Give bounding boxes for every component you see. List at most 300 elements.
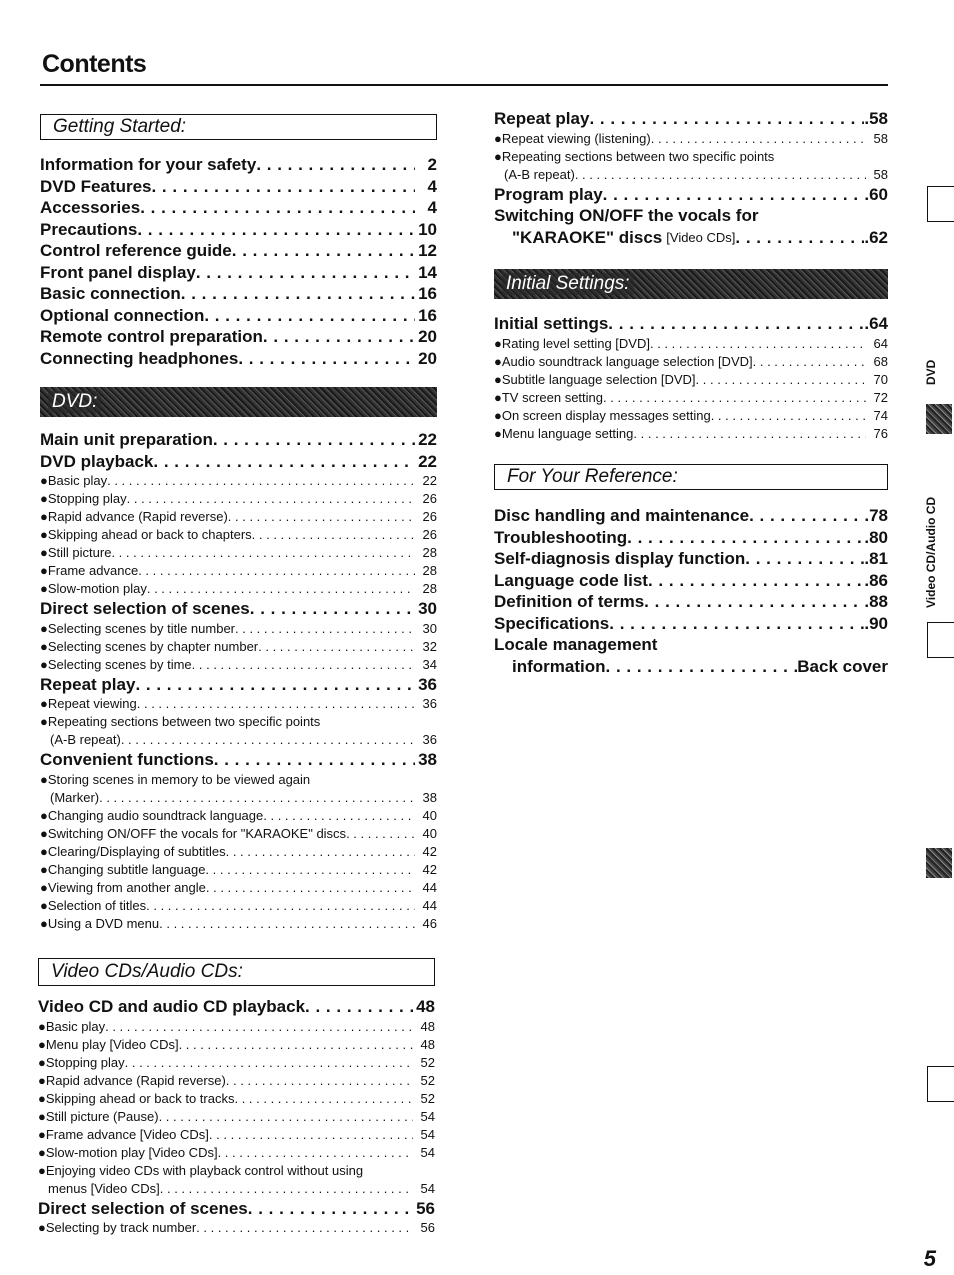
- toc-entry-label: Front panel display: [40, 262, 196, 282]
- reference-list: [494, 505, 888, 677]
- leader-dots: [234, 1090, 413, 1108]
- toc-entry: [40, 451, 437, 473]
- toc-entry-page: 64: [873, 335, 888, 351]
- toc-entry-page: 28: [422, 581, 437, 596]
- toc-entry-page: 40: [422, 807, 437, 823]
- toc-entry-page: 32: [422, 638, 437, 654]
- toc-sub-entry: [40, 789, 437, 807]
- toc-entry-label: (A-B repeat): [50, 732, 121, 747]
- toc-entry-label: ●Subtitle language selection [DVD]: [494, 371, 696, 387]
- toc-entry-label: ●Selecting scenes by chapter number: [40, 638, 259, 654]
- toc-entry-label: (A-B repeat): [504, 166, 575, 182]
- toc-entry: [40, 240, 437, 262]
- toc-sub-entry: [38, 1036, 435, 1054]
- toc-entry-label: ●Frame advance: [40, 563, 139, 578]
- toc-sub-entry: [40, 713, 437, 731]
- toc-entry: [40, 283, 437, 305]
- toc-entry: [494, 205, 888, 227]
- toc-entry-page: 44: [422, 879, 437, 895]
- toc-entry-page: 28: [422, 545, 437, 560]
- leader-dots: [111, 544, 415, 562]
- leader-dots: [204, 305, 415, 327]
- leader-dots: [205, 861, 415, 879]
- leader-dots: [711, 407, 866, 425]
- toc-entry-page: 22: [418, 430, 437, 449]
- toc-sub-entry: [38, 1090, 435, 1108]
- leader-dots: [228, 508, 415, 526]
- toc-entry-label: Troubleshooting: [494, 527, 628, 547]
- toc-entry-page: 48: [420, 1036, 435, 1052]
- page-number: 5: [923, 1246, 936, 1271]
- toc-sub-entry: [38, 1054, 435, 1072]
- toc-entry-page: 58: [873, 166, 888, 182]
- leader-dots: [138, 562, 415, 580]
- toc-sub-entry: [494, 389, 888, 407]
- leader-dots: [263, 326, 415, 348]
- toc-entry-page: 38: [418, 750, 437, 769]
- toc-entry-label: ●Viewing from another angle: [40, 879, 206, 895]
- leader-dots: [121, 731, 415, 749]
- toc-entry-page: 16: [418, 284, 437, 303]
- toc-entry-label: Initial settings: [494, 314, 609, 333]
- toc-sub-entry: [38, 1108, 435, 1126]
- leader-dots: [633, 425, 866, 443]
- leader-dots: [127, 490, 415, 508]
- toc-entry-page: 30: [418, 599, 437, 618]
- toc-sub-entry: [494, 166, 888, 184]
- leader-dots: [238, 348, 415, 370]
- toc-entry: [40, 176, 437, 198]
- toc-entry: [494, 656, 888, 678]
- toc-entry-page: 52: [420, 1090, 435, 1106]
- dvd-heading-text: DVD:: [48, 391, 101, 413]
- toc-entry-label: ●Switching ON/OFF the vocals for "KARAOKE" discs: [40, 825, 347, 841]
- toc-sub-entry: [38, 1018, 435, 1036]
- reference-column: [494, 464, 888, 677]
- leader-dots: [606, 656, 798, 678]
- toc-entry: [494, 505, 888, 527]
- leader-dots: [146, 897, 415, 915]
- leader-dots: [609, 613, 864, 635]
- side-bracket-bottom: [927, 1066, 954, 1102]
- toc-entry-note: [Video CDs]: [666, 229, 736, 245]
- toc-entry-page: 40: [422, 825, 437, 841]
- leader-dots: [648, 570, 864, 592]
- toc-entry-label: ●Enjoying video CDs with playback control without using: [38, 1162, 364, 1178]
- side-patch-video: [926, 848, 952, 878]
- toc-entry-label: Main unit preparation: [40, 430, 213, 449]
- toc-entry-label: Program play: [494, 184, 603, 204]
- toc-entry: [40, 219, 437, 241]
- toc-entry-label: ●Rapid advance (Rapid reverse): [38, 1072, 226, 1088]
- leader-dots: [99, 789, 415, 807]
- initial-settings-column: [494, 269, 888, 443]
- toc-sub-entry: [494, 353, 888, 371]
- toc-entry-label: ●Selection of titles: [40, 897, 147, 913]
- leader-dots: [603, 184, 865, 206]
- toc-entry-label: ●Menu language setting: [494, 425, 634, 441]
- toc-entry-page: 30: [422, 620, 437, 636]
- toc-entry-page: 76: [873, 425, 888, 441]
- toc-entry-label: Repeat play: [494, 109, 590, 128]
- toc-entry-label: ●Repeat viewing (listening): [494, 130, 651, 146]
- toc-entry-page: 48: [416, 997, 435, 1016]
- toc-entry-label: DVD Features: [40, 176, 152, 196]
- toc-entry: [38, 996, 435, 1018]
- leader-dots: [252, 526, 415, 544]
- toc-entry-page: 12: [418, 241, 437, 260]
- toc-sub-entry: [40, 562, 437, 580]
- toc-entry-page: 36: [422, 732, 437, 747]
- toc-entry-page: 22: [418, 451, 437, 471]
- toc-sub-entry: [40, 472, 437, 490]
- leader-dots: [650, 335, 866, 353]
- toc-entry-page: 26: [422, 527, 437, 542]
- toc-entry-page: 56: [420, 1220, 435, 1235]
- toc-sub-entry: [38, 1162, 435, 1180]
- leader-dots: [346, 825, 415, 843]
- toc-entry-label: Specifications: [494, 613, 610, 633]
- toc-sub-entry: [494, 425, 888, 443]
- video-cds-list: [38, 996, 435, 1237]
- leader-dots: [214, 749, 415, 771]
- toc-entry-label: ●Storing scenes in memory to be viewed again: [40, 771, 311, 787]
- leader-dots: [151, 176, 415, 198]
- toc-entry-page: 68: [873, 353, 888, 369]
- toc-entry-page: .80: [864, 527, 888, 547]
- leader-dots: [651, 130, 866, 148]
- toc-entry: [494, 634, 888, 656]
- toc-entry-label: ●Changing audio soundtrack language: [40, 807, 264, 823]
- toc-entry-label: Control reference guide: [40, 241, 232, 260]
- toc-entry: [494, 548, 888, 570]
- toc-entry-label: ●Still picture (Pause): [38, 1108, 159, 1124]
- toc-entry-label: ●Repeating sections between two specific points: [494, 148, 775, 164]
- toc-entry: [40, 598, 437, 620]
- toc-entry-label: Language code list: [494, 570, 648, 590]
- side-tab-dvd: DVD: [924, 359, 938, 385]
- leader-dots: [589, 108, 864, 130]
- toc-entry: [494, 313, 888, 335]
- toc-entry: [40, 197, 437, 219]
- toc-sub-entry: [40, 843, 437, 861]
- toc-entry-label: ●Slow-motion play: [40, 581, 147, 596]
- toc-entry-page: 72: [873, 389, 888, 405]
- leader-dots: [263, 807, 415, 825]
- leader-dots: [196, 262, 415, 284]
- left-column: [40, 114, 437, 369]
- toc-entry-page: 28: [422, 563, 437, 578]
- leader-dots: [140, 197, 415, 219]
- leader-dots: [644, 591, 864, 613]
- leader-dots: [258, 638, 415, 656]
- toc-entry: [40, 674, 437, 696]
- toc-entry-page: 36: [418, 674, 437, 694]
- leader-dots: [181, 283, 415, 305]
- toc-sub-entry: [494, 148, 888, 166]
- toc-entry-page: 4: [427, 198, 437, 217]
- toc-entry-page: 42: [422, 843, 437, 859]
- toc-sub-entry: [38, 1126, 435, 1144]
- toc-entry-label: ●TV screen setting: [494, 389, 604, 405]
- toc-sub-entry: [40, 861, 437, 879]
- toc-entry-label: Information for your safety: [40, 155, 257, 174]
- toc-entry: [494, 570, 888, 592]
- toc-sub-entry: [40, 526, 437, 544]
- toc-sub-entry: [40, 897, 437, 915]
- toc-entry-label: ●Basic play: [40, 473, 108, 488]
- toc-entry-label: ●Frame advance [Video CDs]: [38, 1126, 209, 1142]
- leader-dots: [159, 1108, 413, 1126]
- toc-entry: [40, 326, 437, 348]
- leader-dots: [753, 353, 866, 371]
- leader-dots: [218, 1144, 413, 1162]
- toc-entry-label: ●Rating level setting [DVD]: [494, 335, 650, 351]
- toc-entry-page: 54: [420, 1144, 435, 1160]
- toc-entry-label: Connecting headphones: [40, 348, 239, 368]
- toc-sub-entry: [40, 638, 437, 656]
- side-tab-video-audio: Video CD/Audio CD: [924, 496, 938, 608]
- leader-dots: [125, 1054, 413, 1072]
- leader-dots: [603, 389, 866, 407]
- toc-entry-label: ●Stopping play: [40, 491, 127, 506]
- toc-entry: [494, 108, 888, 130]
- toc-entry-page: 34: [422, 656, 437, 672]
- toc-entry-label: ●Skipping ahead or back to chapters: [40, 527, 252, 542]
- leader-dots: [250, 598, 415, 620]
- toc-entry-label: Remote control preparation: [40, 327, 263, 346]
- section-initial-settings-heading: [494, 269, 888, 299]
- section-reference-heading: For Your Reference:: [494, 464, 888, 490]
- right-column: [494, 108, 888, 248]
- right-top-list: [494, 108, 888, 248]
- leader-dots: [153, 451, 415, 473]
- leader-dots: [745, 548, 864, 570]
- leader-dots: [235, 620, 415, 638]
- leader-dots: [627, 527, 864, 549]
- toc-entry-label: Accessories: [40, 198, 141, 217]
- toc-entry-page: Back cover: [797, 656, 888, 676]
- toc-sub-entry: [38, 1144, 435, 1162]
- toc-entry-page: 42: [422, 861, 437, 877]
- toc-entry-label: ●Menu play [Video CDs]: [38, 1036, 179, 1052]
- section-video-cds-heading: Video CDs/Audio CDs:: [38, 958, 435, 986]
- toc-entry-page: 22: [422, 473, 437, 488]
- toc-entry-page: 16: [418, 305, 437, 325]
- toc-entry-label: ●Selecting scenes by time: [40, 656, 192, 672]
- toc-entry-page: 54: [420, 1126, 435, 1142]
- toc-sub-entry: [40, 879, 437, 897]
- section-getting-started-heading: Getting Started:: [40, 114, 437, 140]
- toc-entry: [40, 262, 437, 284]
- toc-entry-label: Disc handling and maintenance: [494, 506, 750, 525]
- leader-dots: [749, 505, 864, 527]
- leader-dots: [213, 429, 415, 451]
- leader-dots: [209, 1126, 413, 1144]
- leader-dots: [248, 1198, 413, 1220]
- getting-started-list: [40, 154, 437, 369]
- toc-entry-page: 52: [420, 1054, 435, 1070]
- leader-dots: [305, 996, 413, 1018]
- toc-entry-page: 26: [422, 491, 437, 506]
- toc-sub-entry: [38, 1219, 435, 1237]
- toc-entry-label: (Marker): [50, 789, 100, 805]
- leader-dots: [160, 1180, 413, 1198]
- toc-sub-entry: [40, 915, 437, 933]
- toc-entry-label: ●Still picture: [40, 545, 112, 560]
- toc-entry-page: .78: [864, 506, 888, 525]
- leader-dots: [159, 915, 415, 933]
- toc-entry-label: menus [Video CDs]: [48, 1180, 160, 1196]
- toc-entry: [494, 184, 888, 206]
- toc-sub-entry: [40, 580, 437, 598]
- toc-sub-entry: [40, 656, 437, 674]
- toc-entry-label: ●Using a DVD menu: [40, 915, 160, 931]
- toc-entry-page: .62: [864, 227, 888, 247]
- toc-entry-label: information: [512, 656, 606, 676]
- toc-entry-label: ●Slow-motion play [Video CDs]: [38, 1144, 218, 1160]
- leader-dots: [226, 843, 415, 861]
- toc-entry-page: .60: [864, 184, 888, 204]
- toc-entry-page: .64: [864, 314, 888, 333]
- toc-entry-page: 54: [420, 1180, 435, 1196]
- toc-entry-page: 46: [422, 915, 437, 931]
- leader-dots: [196, 1219, 413, 1237]
- toc-entry-label: ●Repeat viewing: [40, 696, 137, 711]
- toc-entry-label: Precautions: [40, 219, 138, 239]
- side-bracket-mid: [927, 622, 954, 658]
- toc-entry: [494, 613, 888, 635]
- toc-entry-label: ●Skipping ahead or back to tracks: [38, 1090, 235, 1106]
- toc-sub-entry: [38, 1180, 435, 1198]
- toc-entry-page: 52: [420, 1072, 435, 1088]
- toc-entry-label: Optional connection: [40, 305, 205, 325]
- toc-entry-label: Locale management: [494, 635, 658, 654]
- toc-entry: [40, 348, 437, 370]
- section-dvd-heading: [40, 387, 437, 417]
- initial-settings-heading-text: Initial Settings:: [502, 273, 634, 295]
- toc-sub-entry: [40, 508, 437, 526]
- toc-entry-label: ●Selecting scenes by title number: [40, 620, 236, 636]
- toc-sub-entry: [40, 731, 437, 749]
- toc-entry-label: Self-diagnosis display function: [494, 549, 746, 568]
- toc-entry-page: 2: [427, 155, 437, 174]
- toc-sub-entry: [494, 130, 888, 148]
- toc-entry-page: 14: [418, 262, 437, 282]
- toc-entry-page: 36: [422, 696, 437, 711]
- toc-entry-page: 20: [418, 348, 437, 368]
- leader-dots: [256, 154, 415, 176]
- toc-entry: [40, 429, 437, 451]
- toc-entry-label: Direct selection of scenes: [40, 599, 250, 618]
- toc-entry-label: Basic connection: [40, 284, 181, 303]
- toc-entry-page: 74: [873, 407, 888, 423]
- initial-settings-list: [494, 313, 888, 443]
- toc-entry-label: ●Basic play: [38, 1018, 106, 1034]
- toc-entry-page: 48: [420, 1018, 435, 1034]
- dvd-column: [40, 387, 437, 933]
- toc-entry-label: Definition of terms: [494, 592, 645, 611]
- leader-dots: [696, 371, 866, 389]
- toc-entry-label: ●Repeating sections between two specific points: [40, 714, 321, 729]
- toc-sub-entry: [494, 371, 888, 389]
- toc-entry-label: Video CD and audio CD playback: [38, 997, 306, 1016]
- toc-entry-page: 54: [420, 1108, 435, 1124]
- leader-dots: [105, 1018, 413, 1036]
- leader-dots: [192, 656, 415, 674]
- toc-entry-label: Repeat play: [40, 674, 136, 694]
- toc-entry-page: .88: [864, 592, 888, 611]
- leader-dots: [232, 240, 415, 262]
- leader-dots: [735, 227, 864, 249]
- toc-sub-entry: [494, 335, 888, 353]
- toc-entry-page: .58: [864, 109, 888, 128]
- leader-dots: [226, 1072, 413, 1090]
- leader-dots: [179, 1036, 413, 1054]
- toc-entry-label: ●Changing subtitle language: [40, 861, 206, 877]
- toc-entry-page: 70: [873, 371, 888, 387]
- toc-sub-entry: [40, 825, 437, 843]
- toc-entry-page: 10: [418, 219, 437, 239]
- toc-entry: [40, 154, 437, 176]
- leader-dots: [575, 166, 866, 184]
- toc-entry-page: 56: [416, 1198, 435, 1218]
- toc-entry: [40, 305, 437, 327]
- toc-entry-page: 58: [873, 130, 888, 146]
- toc-entry-label: ●Clearing/Displaying of subtitles: [40, 843, 226, 859]
- toc-entry-label: Switching ON/OFF the vocals for: [494, 206, 759, 225]
- toc-sub-entry: [38, 1072, 435, 1090]
- leader-dots: [137, 695, 415, 713]
- leader-dots: [608, 313, 864, 335]
- toc-entry-label: Convenient functions: [40, 750, 214, 769]
- toc-entry: [40, 749, 437, 771]
- toc-entry-page: .90: [864, 613, 888, 633]
- toc-entry: [494, 527, 888, 549]
- toc-entry-label: DVD playback: [40, 451, 154, 471]
- leader-dots: [147, 580, 415, 598]
- title-rule: [40, 84, 888, 86]
- toc-entry-page: .81: [864, 549, 888, 568]
- toc-entry-page: 26: [422, 509, 437, 524]
- leader-dots: [135, 674, 415, 696]
- toc-entry-page: .86: [864, 570, 888, 590]
- toc-entry-page: 44: [422, 897, 437, 913]
- toc-sub-entry: [40, 771, 437, 789]
- toc-entry-label: ●Rapid advance (Rapid reverse): [40, 509, 228, 524]
- toc-entry: [494, 227, 888, 249]
- video-column: [38, 958, 435, 1237]
- toc-sub-entry: [40, 544, 437, 562]
- toc-entry-label: "KARAOKE" discs: [512, 227, 663, 247]
- toc-sub-entry: [40, 490, 437, 508]
- side-bracket-top: [927, 186, 954, 222]
- toc-entry: [494, 591, 888, 613]
- side-patch-dvd: [926, 404, 952, 434]
- toc-sub-entry: [40, 695, 437, 713]
- toc-sub-entry: [40, 620, 437, 638]
- page-title: Contents: [42, 50, 147, 78]
- dvd-list: [40, 429, 437, 933]
- toc-entry-page: 38: [422, 789, 437, 805]
- toc-sub-entry: [40, 807, 437, 825]
- toc-entry-label: ●Stopping play: [38, 1054, 125, 1070]
- toc-entry-label: ●Audio soundtrack language selection [DVD]: [494, 353, 753, 369]
- toc-entry-label: ●Selecting by track number: [38, 1220, 197, 1235]
- toc-entry-label: Direct selection of scenes: [38, 1198, 248, 1218]
- toc-entry-label: ●On screen display messages setting: [494, 407, 711, 423]
- toc-sub-entry: [494, 407, 888, 425]
